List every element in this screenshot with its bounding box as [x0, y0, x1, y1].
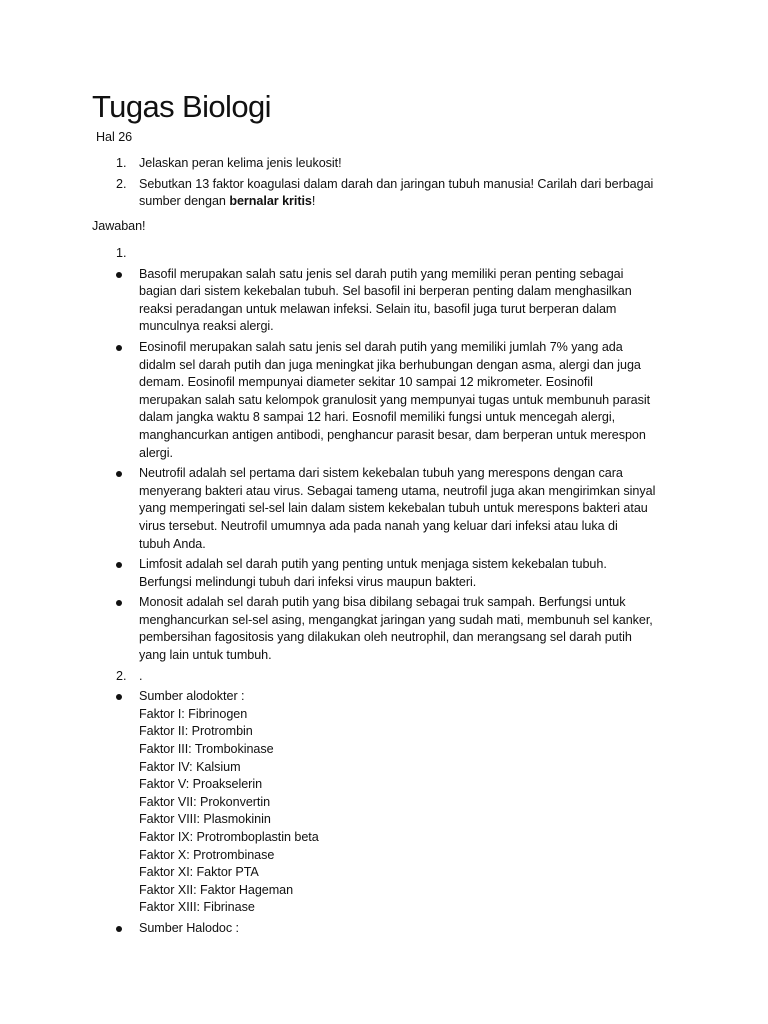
- bullet-text: [139, 920, 692, 938]
- bullet-icon: [116, 694, 122, 700]
- bullet-text: [139, 339, 692, 462]
- question-number: 2.: [116, 176, 127, 191]
- text-line: Faktor VIII: Plasmokinin: [139, 812, 271, 827]
- bullet-item: [92, 920, 692, 938]
- text-line: Faktor XI: Faktor PTA: [139, 865, 259, 880]
- bullet-icon: [116, 272, 122, 278]
- answer-number: 2.: [116, 668, 127, 683]
- text-line: Basofil merupakan salah satu jenis sel darah putih yang memiliki peran penting sebagai: [139, 266, 624, 281]
- text-line: Faktor V: Proakselerin: [139, 777, 263, 792]
- bullet-text: [139, 266, 692, 336]
- question-bold-text: bernalar kritis: [229, 194, 312, 209]
- text-line: Monosit adalah sel darah putih yang bisa dibilang sebagai truk sampah. Berfungsi untuk: [139, 595, 626, 610]
- page-title: Tugas Biologi: [92, 89, 271, 124]
- question-text-continued: [139, 193, 692, 211]
- bullet-item: [92, 266, 692, 336]
- answer-heading: Jawaban!: [92, 219, 146, 233]
- answer-number-item: [92, 245, 692, 263]
- question-text-part: sumber dengan: [139, 194, 230, 209]
- text-line: Limfosit adalah sel darah putih yang penting untuk menjaga sistem kekebalan tubuh.: [139, 557, 607, 572]
- text-line: Faktor IX: Protromboplastin beta: [139, 830, 319, 844]
- question-item: [92, 155, 692, 173]
- question-list: [92, 155, 692, 214]
- question-number: 1.: [116, 156, 127, 170]
- answer-1-bullets: [92, 266, 692, 665]
- text-line: Eosinofil merupakan salah satu jenis sel darah putih yang memiliki jumlah 7% yang ada: [139, 339, 623, 354]
- text-line: demam. Eosinofil mempunyai diameter sekitar 10 sampai 12 mikrometer. Eosinofil: [139, 375, 593, 390]
- bullet-icon: [116, 471, 122, 477]
- answer-number-item: [92, 668, 692, 686]
- text-line: merupakan salah satu kelompok granulosit yang mempunyai tugas untuk membunuh parasit: [139, 392, 651, 407]
- text-line: Faktor II: Protrombin: [139, 724, 253, 739]
- text-line: munculnya reaksi alergi.: [139, 319, 274, 334]
- bullet-icon: [116, 600, 122, 606]
- bullet-item: [92, 339, 692, 462]
- text-line: yang memperingati sel-sel lain dalam sistem kekebalan tubuh untuk merespons bakteri atau: [139, 501, 648, 516]
- text-line: pembersihan fagositosis yang dilakukan oleh neutrophil, dan merangsang sel darah putih: [139, 630, 632, 645]
- text-line: Faktor VII: Prokonvertin: [139, 794, 271, 809]
- answer-2-bullets: [92, 688, 692, 937]
- text-line: Berfungsi melindungi tubuh dari infeksi virus maupun bakteri.: [139, 574, 477, 589]
- bullet-icon: [116, 345, 122, 351]
- text-line: Faktor XIII: Fibrinase: [139, 900, 255, 915]
- bullet-item: [92, 688, 692, 917]
- text-line: tubuh Anda.: [139, 536, 206, 551]
- text-line: alergi.: [139, 445, 173, 460]
- text-line: menghancurkan sel-sel asing, mengangkat jaringan yang sudah mati, membunuh sel kanker,: [139, 612, 653, 627]
- text-line: manghancurkan antigen antibodi, penghancur parasit besar, dam berperan untuk merespon: [139, 427, 646, 442]
- text-line: dalam jangka waktu 8 sampai 12 hari. Eosnofil memiliki fungsi untuk mencegah alergi,: [139, 410, 616, 425]
- text-line: Sumber Halodoc :: [139, 920, 239, 935]
- bullet-item: [92, 594, 692, 664]
- text-line: virus tersebut. Neutrofil umumnya ada pada nanah yang keluar dari infeksi atau luka di: [139, 518, 618, 533]
- text-line: Faktor I: Fibrinogen: [139, 706, 248, 721]
- text-line: Faktor IV: Kalsium: [139, 759, 241, 774]
- bullet-icon: [116, 562, 122, 568]
- text-line: bagian dari sistem kekebalan tubuh. Sel basofil ini berperan penting dalam menghasilkan: [139, 284, 632, 299]
- question-text-part: !: [311, 194, 316, 209]
- question-item: [92, 176, 692, 211]
- answer-number: 1.: [116, 246, 127, 260]
- text-line: Sumber alodokter :: [139, 689, 245, 704]
- bullet-text: [139, 465, 692, 553]
- text-line: yang lain untuk tumbuh.: [139, 648, 272, 663]
- bullet-text: [139, 688, 692, 917]
- answer-list: [92, 245, 692, 941]
- bullet-icon: [116, 926, 122, 932]
- question-text: Sebutkan 13 faktor koagulasi dalam darah dan jaringan tubuh manusia! Carilah dari berbagai: [139, 176, 654, 191]
- text-line: Faktor X: Protrombinase: [139, 847, 275, 862]
- answer-number-text: .: [139, 668, 143, 683]
- text-line: Neutrofil adalah sel pertama dari sistem kekebalan tubuh yang merespons dengan cara: [139, 466, 623, 481]
- text-line: didalm sel darah putih dan juga meningkat jika berhubungan dengan asma, alergi dan juga: [139, 357, 641, 372]
- bullet-item: [92, 465, 692, 553]
- page-reference: Hal 26: [96, 130, 133, 144]
- text-line: reaksi peradangan untuk melawan infeksi. Selain itu, basofil juga turut berperan dalam: [139, 301, 617, 316]
- text-line: Faktor III: Trombokinase: [139, 742, 274, 757]
- bullet-text: [139, 556, 692, 591]
- bullet-text: [139, 594, 692, 664]
- bullet-item: [92, 556, 692, 591]
- question-text: Jelaskan peran kelima jenis leukosit!: [139, 156, 342, 170]
- text-line: menyerang bakteri atau virus. Sebagai tameng utama, neutrofil juga akan mengirimkan sinyal: [139, 483, 656, 498]
- text-line: Faktor XII: Faktor Hageman: [139, 882, 294, 897]
